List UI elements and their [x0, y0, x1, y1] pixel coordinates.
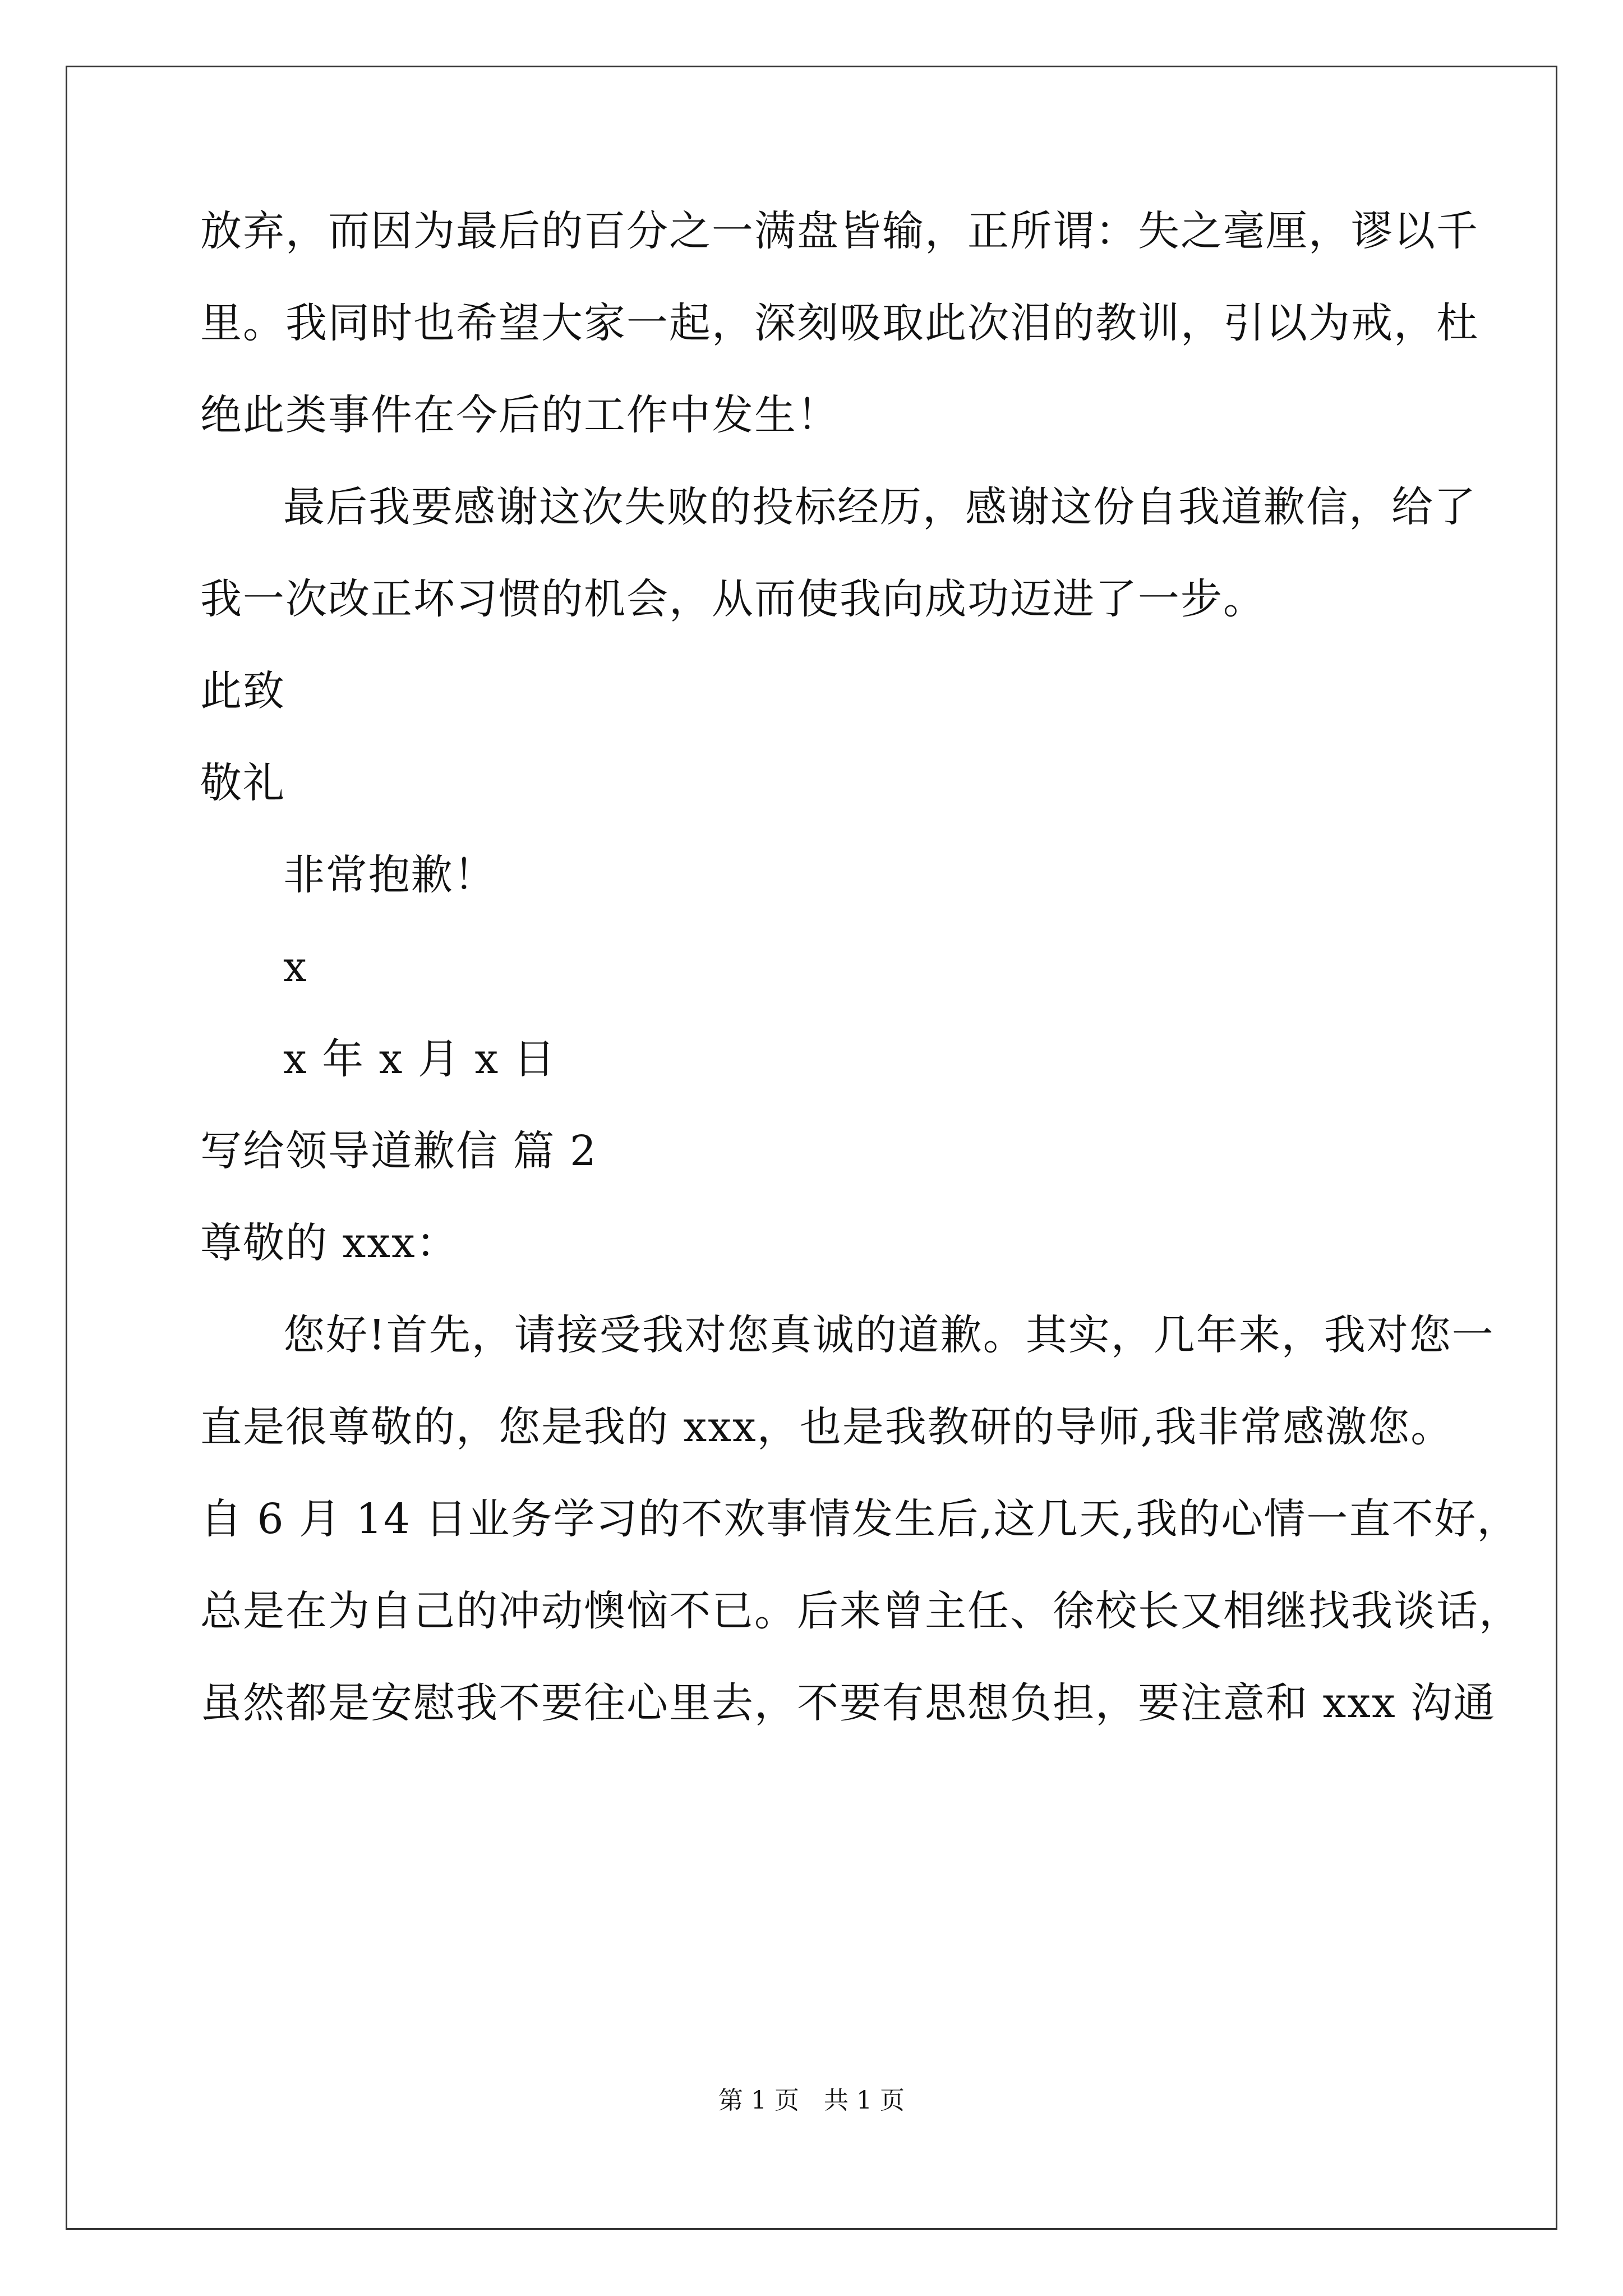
text-line: 我一次改正坏习惯的机会，从而使我向成功迈进了一步。: [200, 575, 1266, 623]
apology-line: 非常抱歉！: [283, 851, 496, 899]
section-heading: 写给领导道歉信 篇 2: [200, 1127, 598, 1175]
text-line: 最后我要感谢这次失败的投标经历，感谢这份自我道歉信，给了: [283, 483, 1477, 531]
page-number: 第 1 页: [718, 2086, 799, 2115]
closing-salutation: 此致: [200, 667, 285, 715]
date-line: x 年 x 月 x 日: [283, 1035, 556, 1083]
text-line: 绝此类事件在今后的工作中发生！: [200, 391, 840, 439]
signature: x: [283, 943, 308, 991]
closing-regards: 敬礼: [200, 759, 285, 807]
text-line: 放弃，而因为最后的百分之一满盘皆输，正所谓：失之毫厘，谬以千: [200, 207, 1479, 255]
page-footer: [0, 2084, 1623, 2118]
text-line: 自 6 月 14 日业务学习的不欢事情发生后,这几天,我的心情一直不好，: [200, 1495, 1520, 1543]
text-line: 虽然都是安慰我不要往心里去，不要有思想负担，要注意和 xxx 沟通: [200, 1679, 1496, 1727]
text-line: 总是在为自己的冲动懊恼不已。后来曾主任、徐校长又相继找我谈话，: [200, 1587, 1521, 1635]
document-body: [200, 185, 1521, 1749]
page-total: 共 1 页: [824, 2086, 905, 2115]
text-line: 直是很尊敬的，您是我的 xxx，也是我教研的导师,我非常感激您。: [200, 1403, 1454, 1451]
text-line: 您好!首先，请接受我对您真诚的道歉。其实，几年来，我对您一: [283, 1311, 1495, 1359]
greeting: 尊敬的 xxx：: [200, 1219, 459, 1267]
text-line: 里。我同时也希望大家一起，深刻吸取此次泪的教训，引以为戒，杜: [200, 299, 1479, 347]
